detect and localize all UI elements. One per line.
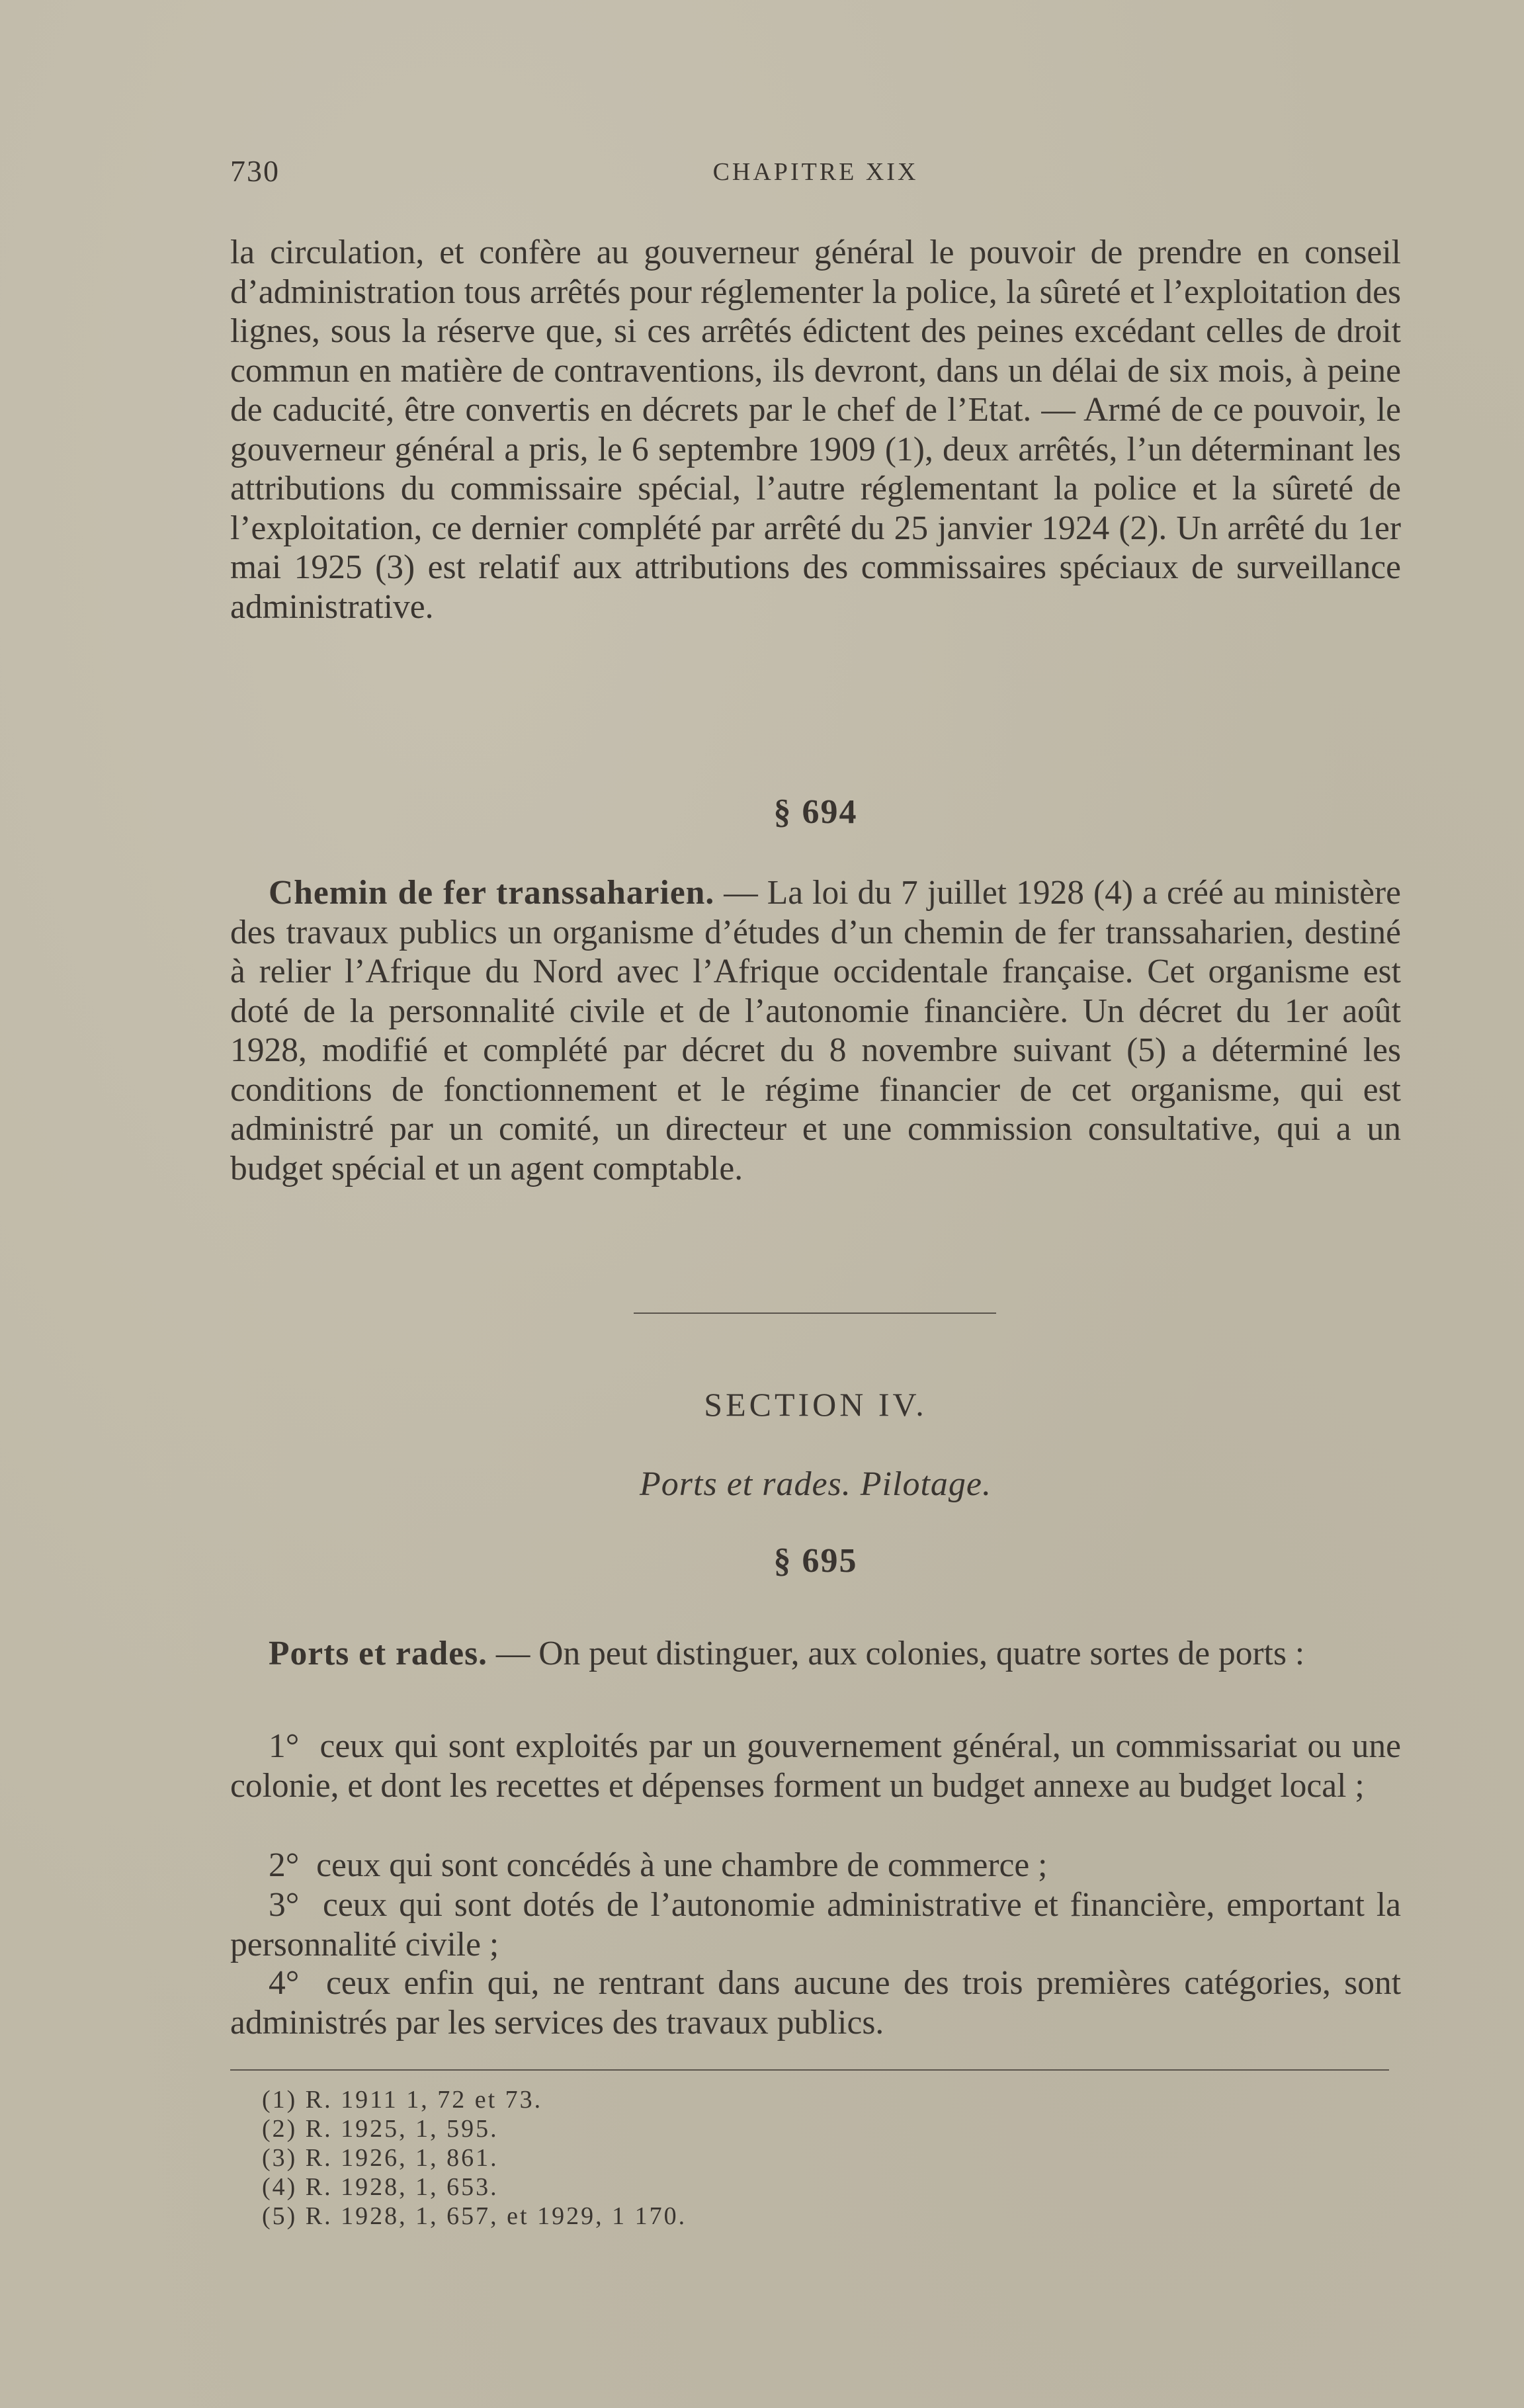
chapter-title: CHAPITRE XIX bbox=[712, 158, 919, 186]
footnote-2: (2) R. 1925, 1, 595. bbox=[262, 2115, 499, 2143]
section-694-dash: — bbox=[714, 874, 767, 912]
section-695-intro bbox=[230, 1634, 1401, 1674]
section-695-dash: — bbox=[487, 1635, 539, 1672]
footnote-3: (3) R. 1926, 1, 861. bbox=[262, 2144, 499, 2172]
list-item-4-num: 4° bbox=[269, 1964, 300, 2002]
list-item-2-num: 2° bbox=[269, 1846, 300, 1884]
list-item-1-num: 1° bbox=[269, 1727, 300, 1765]
list-item-2 bbox=[230, 1846, 1401, 1885]
section-694-heading: Chemin de fer transsaharien. bbox=[269, 874, 715, 912]
list-item-1 bbox=[230, 1727, 1401, 1805]
section-694-paragraph bbox=[230, 873, 1401, 1188]
section-subtitle: Ports et rades. Pilotage. bbox=[640, 1465, 992, 1503]
list-item-4 bbox=[230, 1963, 1401, 2042]
section-695-heading: Ports et rades. bbox=[269, 1635, 488, 1672]
list-item-1-text: ceux qui sont exploités par un gouvernement général, un commissariat ou une colonie, et dont les recettes et dépenses forment un budget annexe au budget local ; bbox=[230, 1727, 1401, 1805]
list-item-3-text: ceux qui sont dotés de l’autonomie administrative et financière, emportant la personnalité civile ; bbox=[230, 1886, 1401, 1963]
list-item-3-num: 3° bbox=[269, 1886, 300, 1924]
footnote-separator bbox=[230, 2069, 1389, 2071]
footnote-4: (4) R. 1928, 1, 653. bbox=[262, 2173, 499, 2201]
section-divider bbox=[634, 1312, 996, 1314]
section-695-intro-text: On peut distinguer, aux colonies, quatre sortes de ports : bbox=[538, 1635, 1305, 1672]
running-header bbox=[230, 153, 1401, 200]
footnotes bbox=[262, 2085, 923, 2231]
footnote-5: (5) R. 1928, 1, 657, et 1929, 1 170. bbox=[262, 2202, 687, 2230]
section-title: SECTION IV. bbox=[704, 1386, 927, 1423]
footnote-1: (1) R. 1911 1, 72 et 73. bbox=[262, 2086, 543, 2114]
section-695-sign: § 695 bbox=[773, 1542, 858, 1580]
list-item-4-text: ceux enfin qui, ne rentrant dans aucune des trois premières catégories, sont administrés par les services des travaux publics. bbox=[230, 1964, 1402, 2042]
list-item-3 bbox=[230, 1885, 1401, 1964]
list-item-2-text: ceux qui sont concédés à une chambre de commerce ; bbox=[316, 1846, 1048, 1884]
section-694-sign: § 694 bbox=[773, 793, 858, 831]
page-number: 730 bbox=[230, 154, 280, 188]
continuation-paragraph: la circulation, et confère au gouverneur général le pouvoir de prendre en conseil d’administration tous arrêtés pour réglementer la police, la sûreté et l’exploitation des lignes, sous la réserve que, si ces arrêtés édictent des peines excédant celles de droit commun en matière de contraventions, ils devront, dans un délai de six mois, à peine de caducité, être convertis en décrets par le chef de l’Etat. — Armé de ce pouvoir, le gouverneur général a pris, le 6 septembre 1909 (1), deux arrêtés, l’un déterminant les attributions du commissaire spécial, l’autre réglementant la police et la sûreté de l’exploitation, ce dernier complété par arrêté du 25 janvier 1924 (2). Un arrêté du 1er mai 1925 (3) est relatif aux attributions des commissaires spéciaux de surveillance administrative. bbox=[230, 234, 1401, 626]
section-694-text: La loi du 7 juillet 1928 (4) a créé au ministère des travaux publics un organisme d’études d’un chemin de fer transsaharien, destiné à relier l’Afrique du Nord avec l’Afrique occidentale française. Cet organisme est doté de la personnalité civile et de l’autonomie financière. Un décret du 1er août 1928, modifié et complété par décret du 8 novembre suivant (5) a déterminé les conditions de fonctionnement et le régime financier de cet organisme, qui est administré par un comité, un directeur et une commission consultative, qui a un budget spécial et un agent comptable. bbox=[230, 874, 1402, 1187]
